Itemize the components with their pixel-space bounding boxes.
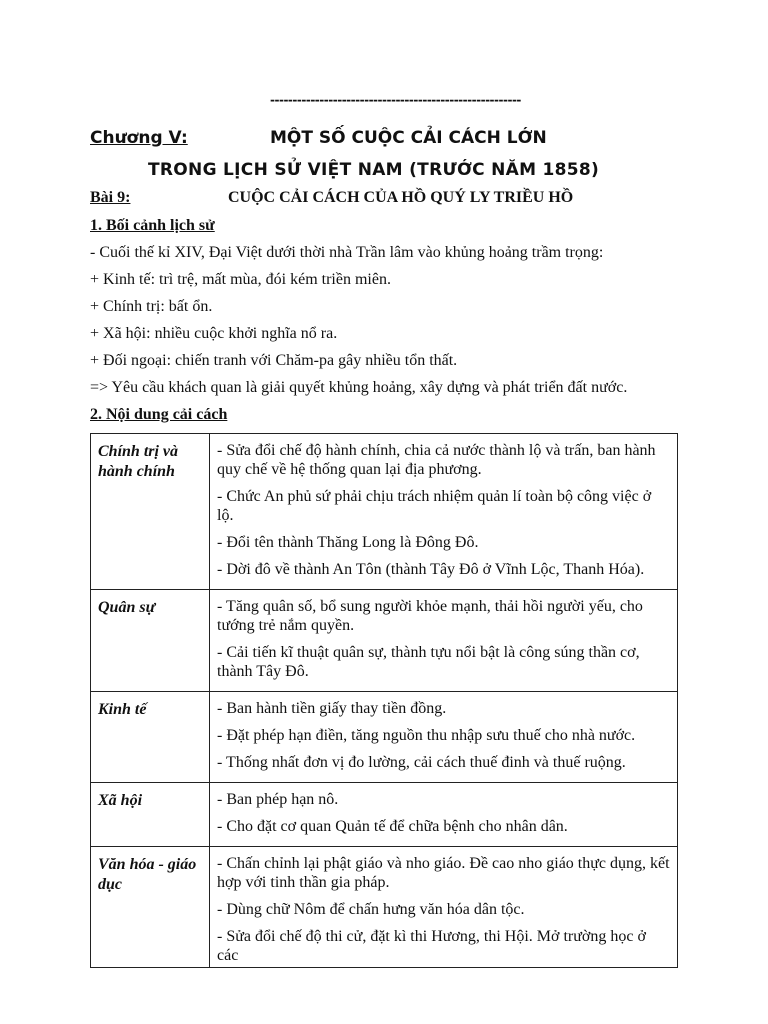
- reform-item: - Cải tiến kĩ thuật quân sự, thành tựu nổi bật là công súng thần cơ, thành Tây Đô.: [217, 644, 640, 680]
- reform-item: - Sửa đổi chế độ hành chính, chia cả nước thành lộ và trấn, ban hành quy chế về hệ thống quan lại địa phương.: [217, 442, 656, 478]
- table-row: [91, 847, 678, 968]
- chapter-title-line2: TRONG LỊCH SỬ VIỆT NAM (TRƯỚC NĂM 1858): [148, 160, 600, 180]
- reform-item: - Cho đặt cơ quan Quản tế để chữa bệnh cho nhân dân.: [217, 818, 568, 835]
- category-cell: Văn hóa - giáo dục: [91, 847, 210, 968]
- reform-item: - Tăng quân số, bổ sung người khỏe mạnh, thải hồi người yếu, cho tướng trẻ nắm quyền.: [217, 598, 643, 634]
- chapter-title-line1: MỘT SỐ CUỘC CẢI CÁCH LỚN: [270, 128, 547, 148]
- reform-item: - Đổi tên thành Thăng Long là Đông Đô.: [217, 534, 479, 551]
- category-cell: Kinh tế: [91, 692, 210, 783]
- context-line: + Xã hội: nhiều cuộc khởi nghĩa nổ ra.: [90, 325, 338, 342]
- reform-item: - Thống nhất đơn vị đo lường, cải cách thuế đinh và thuế ruộng.: [217, 754, 626, 771]
- table-row: [91, 590, 678, 692]
- context-line: + Đối ngoại: chiến tranh với Chăm-pa gây nhiều tổn thất.: [90, 352, 458, 369]
- context-line: => Yêu cầu khách quan là giải quyết khủng hoảng, xây dựng và phát triển đất nước.: [90, 379, 628, 396]
- reform-item: - Chấn chỉnh lại phật giáo và nho giáo. Đề cao nho giáo thực dụng, kết hợp với tinh thần gia pháp.: [217, 855, 670, 891]
- section2-heading: 2. Nội dung cải cách: [90, 406, 228, 423]
- reform-item: - Dùng chữ Nôm để chấn hưng văn hóa dân tộc.: [217, 901, 525, 918]
- reform-item: - Ban hành tiền giấy thay tiền đồng.: [217, 700, 447, 717]
- divider-line: --------------------------------------------------------: [270, 93, 521, 107]
- table-row: [91, 783, 678, 847]
- items-cell: [210, 692, 678, 783]
- category-cell: Xã hội: [91, 783, 210, 847]
- context-line: + Kinh tế: trì trệ, mất mùa, đói kém triền miên.: [90, 271, 391, 288]
- reform-item: - Sửa đổi chế độ thi cử, đặt kì thi Hương, thi Hội. Mở trường học ở các: [217, 928, 646, 964]
- category-cell: Quân sự: [91, 590, 210, 692]
- table-row: [91, 692, 678, 783]
- section1-heading: 1. Bối cảnh lịch sử: [90, 217, 215, 234]
- reform-item: - Ban phép hạn nô.: [217, 791, 339, 808]
- context-line: + Chính trị: bất ổn.: [90, 298, 213, 315]
- reform-item: - Chức An phủ sứ phải chịu trách nhiệm quản lí toàn bộ công việc ở lộ.: [217, 488, 652, 524]
- category-cell: Chính trị và hành chính: [91, 434, 210, 590]
- reform-item: - Dời đô về thành An Tôn (thành Tây Đô ở Vĩnh Lộc, Thanh Hóa).: [217, 561, 645, 578]
- context-line: - Cuối thế kỉ XIV, Đại Việt dưới thời nhà Trần lâm vào khủng hoảng trầm trọng:: [90, 244, 604, 261]
- items-cell: [210, 434, 678, 590]
- lesson-title: CUỘC CẢI CÁCH CỦA HỒ QUÝ LY TRIỀU HỒ: [228, 189, 574, 206]
- items-cell: [210, 783, 678, 847]
- lesson-label: Bài 9:: [90, 189, 131, 206]
- reform-table: [90, 433, 678, 968]
- items-cell: [210, 590, 678, 692]
- items-cell: [210, 847, 678, 968]
- chapter-label: Chương V:: [90, 128, 188, 148]
- reform-item: - Đặt phép hạn điền, tăng nguồn thu nhập sưu thuế cho nhà nước.: [217, 727, 636, 744]
- table-row: [91, 434, 678, 590]
